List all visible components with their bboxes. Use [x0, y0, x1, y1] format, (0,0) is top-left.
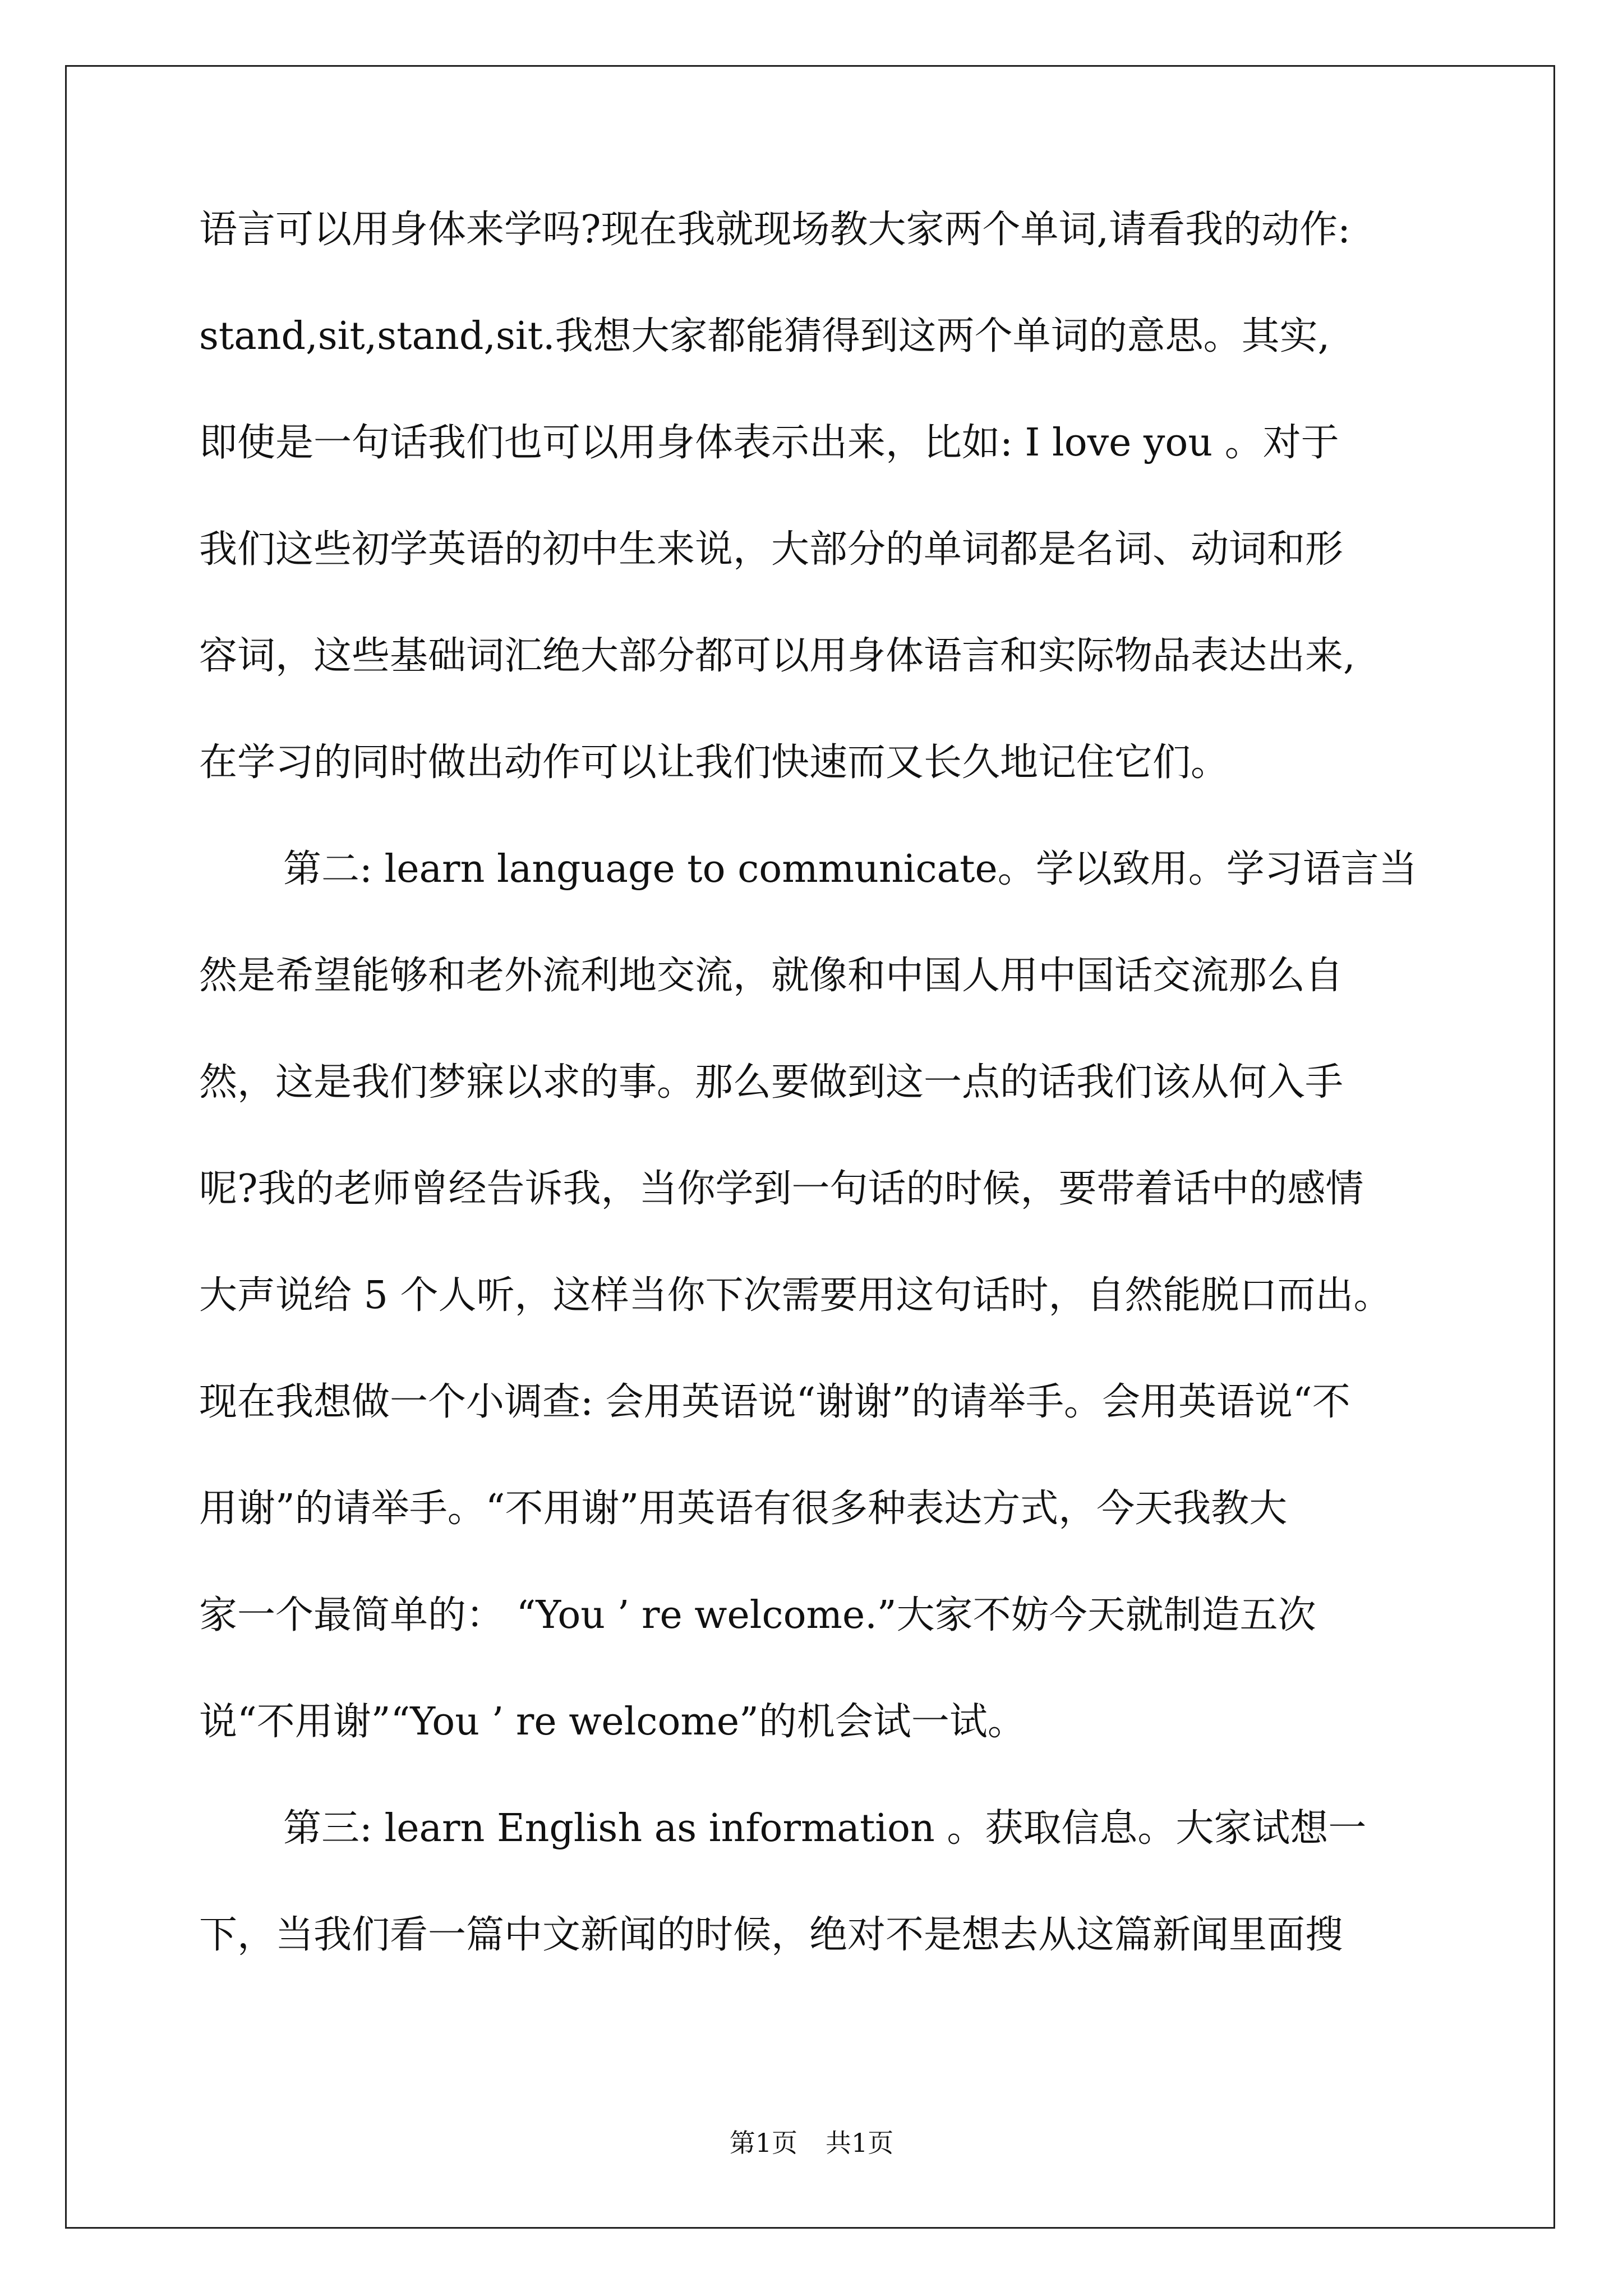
text-line: 即使是一句话我们也可以用身体表示出来，比如: I love you 。对于	[199, 421, 1339, 465]
text-line: 下，当我们看一篇中文新闻的时候，绝对不是想去从这篇新闻里面搜	[199, 1913, 1344, 1957]
text-line: 家一个最简单的： “You ’ re welcome.”大家不妨今天就制造五次	[199, 1593, 1316, 1637]
paragraph-start-line: 第二: learn language to communicate。学以致用。学习语言当	[283, 847, 1417, 891]
text-line: 在学习的同时做出动作可以让我们快速而又长久地记住它们。	[199, 740, 1229, 785]
text-line: 容词，这些基础词汇绝大部分都可以用身体语言和实际物品表达出来,	[199, 634, 1355, 678]
text-line: stand,sit,stand,sit.我想大家都能猜得到这两个单词的意思。其实,	[199, 314, 1330, 358]
text-line: 然，这是我们梦寐以求的事。那么要做到这一点的话我们该从何入手	[199, 1060, 1344, 1105]
text-line: 现在我想做一个小调查: 会用英语说“谢谢”的请举手。会用英语说“不	[199, 1380, 1350, 1424]
paragraph-start-line: 第三: learn English as information 。获取信息。大家试想一	[283, 1806, 1367, 1851]
text-line: 然是希望能够和老外流利地交流，就像和中国人用中国话交流那么自	[199, 954, 1344, 998]
page-total: 共1页	[826, 2128, 894, 2158]
text-line: 大声说给 5 个人听，这样当你下次需要用这句话时，自然能脱口而出。	[199, 1273, 1392, 1318]
text-line: 说“不用谢”“You ’ re welcome”的机会试一试。	[199, 1700, 1026, 1744]
page-footer	[0, 2126, 1623, 2160]
text-line: 用谢”的请举手。“不用谢”用英语有很多种表达方式，今天我教大	[199, 1487, 1288, 1531]
text-line: 语言可以用身体来学吗?现在我就现场教大家两个单词,请看我的动作:	[199, 208, 1350, 252]
page-number: 第1页	[729, 2128, 797, 2158]
text-line: 呢?我的老师曾经告诉我，当你学到一句话的时候，要带着话中的感情	[199, 1167, 1364, 1211]
text-line: 我们这些初学英语的初中生来说，大部分的单词都是名词、动词和形	[199, 527, 1344, 572]
